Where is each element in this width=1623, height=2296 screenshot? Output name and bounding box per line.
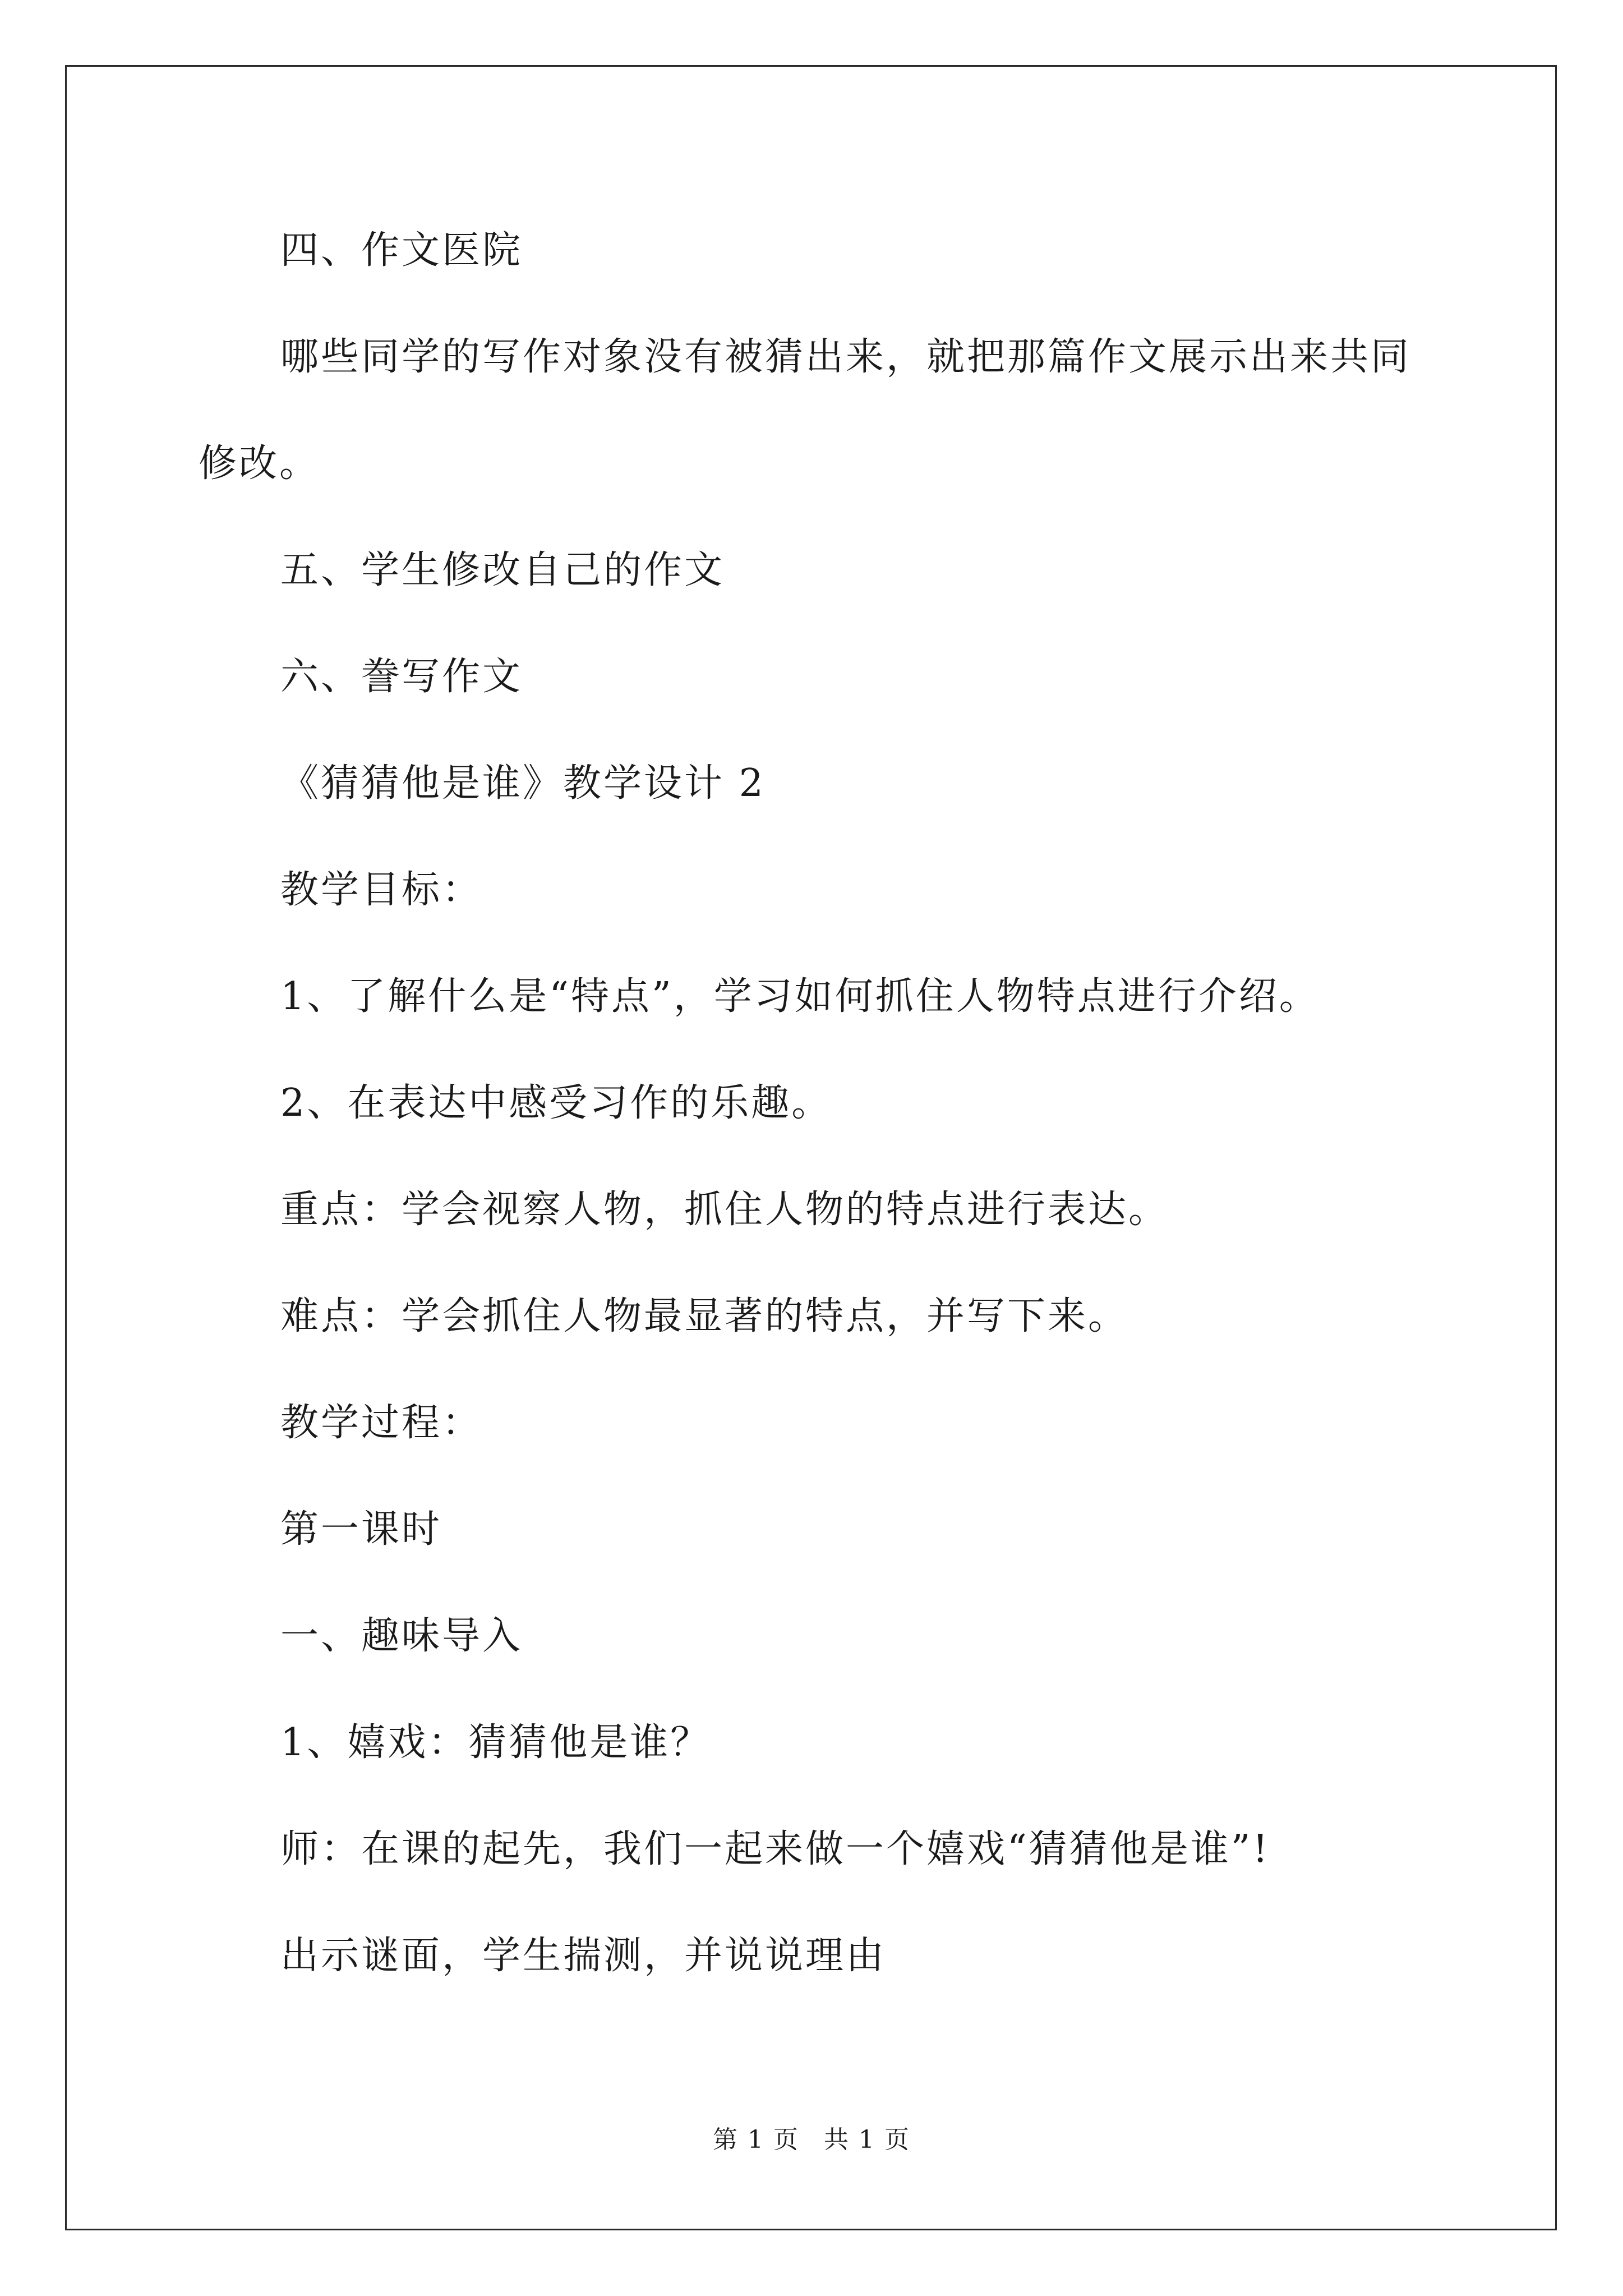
objective-item: 2、在表达中感受习作的乐趣。 [280, 1081, 832, 1125]
section-heading-5: 五、学生修改自己的作文 [280, 548, 725, 592]
activity-item: 1、嬉戏：猜猜他是谁？ [280, 1720, 711, 1765]
process-heading: 教学过程： [280, 1401, 483, 1445]
document-title: 《猜猜他是谁》教学设计 2 [280, 761, 766, 806]
lesson-heading: 第一课时 [280, 1507, 442, 1552]
page-border [65, 65, 1557, 2230]
objective-item: 1、了解什么是“特点”，学习如何抓住人物特点进行介绍。 [280, 974, 1320, 1019]
teacher-line: 师：在课的起先，我们一起来做一个嬉戏“猜猜他是谁”! [280, 1827, 1270, 1871]
objectives-heading: 教学目标： [280, 868, 483, 912]
page-number: 第 1 页 [713, 2125, 799, 2154]
paragraph-line-continued: 修改。 [199, 441, 320, 486]
section-heading-1: 一、趣味导入 [280, 1614, 523, 1658]
difficult-point: 难点：学会抓住人物最显著的特点，并写下来。 [280, 1294, 1129, 1338]
paragraph-line: 出示谜面，学生揣测，并说说理由 [280, 1934, 887, 1978]
page-footer [0, 2123, 1623, 2157]
section-heading-6: 六、誊写作文 [280, 655, 523, 699]
key-point: 重点：学会视察人物，抓住人物的特点进行表达。 [280, 1188, 1169, 1232]
paragraph-line: 哪些同学的写作对象没有被猜出来，就把那篇作文展示出来共同 [280, 335, 1412, 379]
section-heading-4: 四、作文医院 [280, 228, 523, 273]
page-total: 共 1 页 [824, 2125, 910, 2154]
